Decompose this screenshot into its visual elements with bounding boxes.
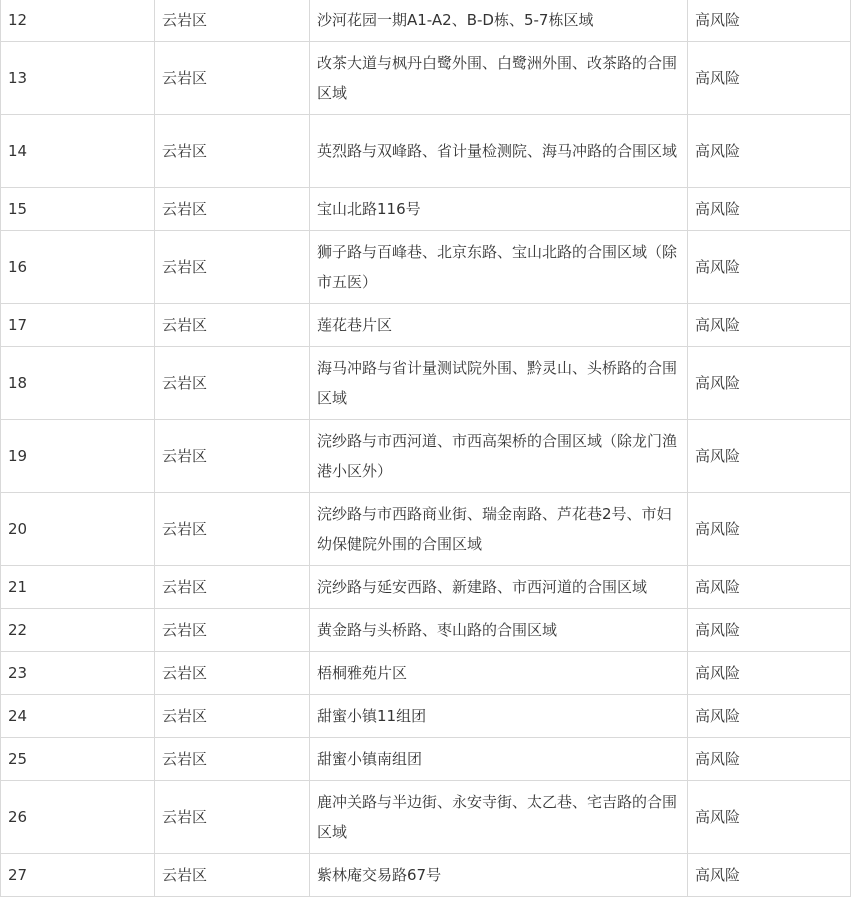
- risk-level-cell: 高风险: [688, 854, 851, 897]
- table-row: [1, 0, 851, 42]
- district-cell: 云岩区: [155, 854, 310, 897]
- row-number-cell: 21: [1, 566, 155, 609]
- area-cell: 浣纱路与市西路商业街、瑞金南路、芦花巷2号、市妇幼保健院外围的合围区域: [310, 493, 688, 566]
- area-cell: 改茶大道与枫丹白鹭外围、白鹭洲外围、改茶路的合围区域: [310, 42, 688, 115]
- district-cell: 云岩区: [155, 781, 310, 854]
- area-cell: 紫林庵交易路67号: [310, 854, 688, 897]
- table-row: [1, 854, 851, 897]
- row-number-cell: 26: [1, 781, 155, 854]
- area-cell: 浣纱路与延安西路、新建路、市西河道的合围区域: [310, 566, 688, 609]
- district-cell: 云岩区: [155, 566, 310, 609]
- risk-level-cell: 高风险: [688, 652, 851, 695]
- row-number-cell: 19: [1, 420, 155, 493]
- area-cell: 浣纱路与市西河道、市西高架桥的合围区域（除龙门渔港小区外）: [310, 420, 688, 493]
- district-cell: 云岩区: [155, 652, 310, 695]
- table-body: [1, 0, 851, 897]
- district-cell: 云岩区: [155, 42, 310, 115]
- risk-level-cell: 高风险: [688, 493, 851, 566]
- area-cell: 莲花巷片区: [310, 304, 688, 347]
- district-cell: 云岩区: [155, 420, 310, 493]
- risk-level-cell: 高风险: [688, 695, 851, 738]
- risk-level-cell: 高风险: [688, 231, 851, 304]
- table-row: [1, 695, 851, 738]
- area-cell: 鹿冲关路与半边街、永安寺街、太乙巷、宅吉路的合围区域: [310, 781, 688, 854]
- district-cell: 云岩区: [155, 231, 310, 304]
- area-cell: 甜蜜小镇南组团: [310, 738, 688, 781]
- table-row: [1, 188, 851, 231]
- risk-level-cell: 高风险: [688, 42, 851, 115]
- district-cell: 云岩区: [155, 115, 310, 188]
- row-number-cell: 27: [1, 854, 155, 897]
- district-cell: 云岩区: [155, 609, 310, 652]
- table-row: [1, 781, 851, 854]
- risk-level-cell: 高风险: [688, 609, 851, 652]
- row-number-cell: 24: [1, 695, 155, 738]
- table-row: [1, 652, 851, 695]
- risk-level-cell: 高风险: [688, 420, 851, 493]
- district-cell: 云岩区: [155, 695, 310, 738]
- district-cell: 云岩区: [155, 304, 310, 347]
- row-number-cell: 23: [1, 652, 155, 695]
- row-number-cell: 18: [1, 347, 155, 420]
- row-number-cell: 20: [1, 493, 155, 566]
- risk-level-cell: 高风险: [688, 566, 851, 609]
- table-row: [1, 566, 851, 609]
- row-number-cell: 12: [1, 0, 155, 42]
- area-cell: 海马冲路与省计量测试院外围、黔灵山、头桥路的合围区域: [310, 347, 688, 420]
- area-cell: 宝山北路116号: [310, 188, 688, 231]
- risk-level-cell: 高风险: [688, 188, 851, 231]
- district-cell: 云岩区: [155, 0, 310, 42]
- row-number-cell: 13: [1, 42, 155, 115]
- table-row: [1, 609, 851, 652]
- area-cell: 梧桐雅苑片区: [310, 652, 688, 695]
- risk-level-cell: 高风险: [688, 347, 851, 420]
- district-cell: 云岩区: [155, 493, 310, 566]
- risk-level-cell: 高风险: [688, 0, 851, 42]
- table-row: [1, 738, 851, 781]
- row-number-cell: 14: [1, 115, 155, 188]
- table-row: [1, 304, 851, 347]
- table-row: [1, 115, 851, 188]
- area-cell: 英烈路与双峰路、省计量检测院、海马冲路的合围区域: [310, 115, 688, 188]
- risk-level-cell: 高风险: [688, 115, 851, 188]
- district-cell: 云岩区: [155, 347, 310, 420]
- risk-level-cell: 高风险: [688, 304, 851, 347]
- row-number-cell: 25: [1, 738, 155, 781]
- area-cell: 狮子路与百峰巷、北京东路、宝山北路的合围区域（除市五医）: [310, 231, 688, 304]
- district-cell: 云岩区: [155, 738, 310, 781]
- table-row: [1, 420, 851, 493]
- area-cell: 甜蜜小镇11组团: [310, 695, 688, 738]
- district-cell: 云岩区: [155, 188, 310, 231]
- area-cell: 黄金路与头桥路、枣山路的合围区域: [310, 609, 688, 652]
- row-number-cell: 15: [1, 188, 155, 231]
- table-row: [1, 347, 851, 420]
- risk-level-cell: 高风险: [688, 738, 851, 781]
- row-number-cell: 16: [1, 231, 155, 304]
- table-row: [1, 231, 851, 304]
- table-row: [1, 493, 851, 566]
- row-number-cell: 17: [1, 304, 155, 347]
- table-row: [1, 42, 851, 115]
- row-number-cell: 22: [1, 609, 155, 652]
- area-cell: 沙河花园一期A1-A2、B-D栋、5-7栋区域: [310, 0, 688, 42]
- risk-level-cell: 高风险: [688, 781, 851, 854]
